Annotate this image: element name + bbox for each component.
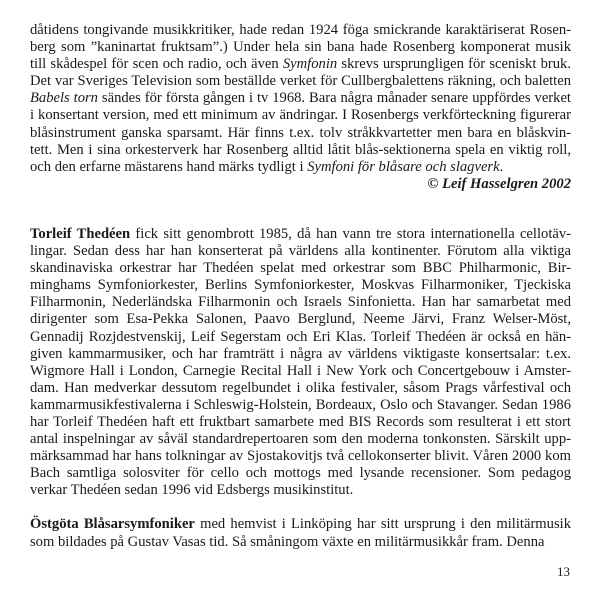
section-spacer	[30, 193, 571, 226]
text-line: i konsertant version, med ett minimum av ändringar. I Rosenbergs verkförteckning figurerar	[30, 107, 571, 124]
section-spacer	[30, 499, 571, 516]
text-line: dirigenter som Esa-Pekka Salonen, Paavo Berglund, Neeme Järvi, Franz Welser-Möst,	[30, 311, 571, 328]
text-line: tett. Men i sina orkesterverk har Rosenberg alltid låtit blås-sektionerna spela en viktig roll,	[30, 141, 571, 158]
text-line: Wigmore Hall i London, Carnegie Recital Hall i New York och Concertgebouw i Amster-	[30, 362, 571, 379]
paragraph-ostgota-bio	[30, 516, 571, 550]
text-line: kammarmusikfestivalerna i Schleswig-Holstein, Bordeaux, Oslo och Stavanger. Sedan 1986	[30, 396, 571, 413]
text-line: Gennadij Rozjdestvenskij, Leif Segerstam och Eri Klas. Torleif Thedéen är också en hän-	[30, 328, 571, 345]
italic-title: Symfoni för blåsare och slagverk	[307, 158, 500, 175]
text-line: har Torleif Thedéen haft ett fruktbart samarbete med BIS Records som resulterat i ett stort	[30, 413, 571, 430]
text-line: verkar Thedéen sedan 1996 vid Edsbergs musikinstitut.	[30, 482, 354, 499]
italic-title: Symfonin	[282, 56, 338, 73]
page-number: 13	[557, 564, 570, 579]
text-line: skandinaviska orkestrar har Thedéen spelat med orkestrar som BBC Philharmonic, Bir-	[30, 260, 571, 277]
copyright-signature: © Leif Hasselgren 2002	[427, 175, 571, 192]
text-line: till skådespel för scen och radio, och även Symfonin skrevs ursprungligen för sceniskt bruk.	[30, 56, 571, 73]
text-line: Torleif Thedéen fick sitt genombrott 1985, då han vann tre stora internationella cellotäv-	[30, 225, 572, 242]
bold-name: Torleif Thedéen	[30, 225, 131, 242]
text-line: berg som ”kaninartat fruktsam”.) Under hela sin bana hade Rosenberg komponerat musik	[30, 39, 571, 56]
text-line: Filharmonin, Nederländska Filharmonin och Israels Sinfonietta. Han har samarbetat med	[30, 294, 571, 311]
paragraph-rosenberg	[30, 22, 571, 176]
text-line: Babels torn sändes för första gången i tv 1968. Bara några månader senare uppfördes verket	[30, 90, 571, 107]
paragraph-thedeen-bio	[30, 226, 571, 500]
text-line: Det var Sveriges Television som beställde verket för Cullbergbalettens räkning, och baletten	[30, 73, 571, 90]
document-page	[30, 22, 571, 551]
text-line: dåtidens tongivande musikkritiker, hade redan 1924 föga smickrande karaktäriserat Rosen-	[30, 22, 571, 38]
text-line: minghams Symfoniorkester, Berlins Symfoniorkester, Moskvas Filharmoniker, Tjeckiska	[30, 277, 571, 294]
italic-title: Babels torn	[30, 90, 98, 107]
text-line: given kammarmusiker, och har framträtt i några av världens viktigaste konsertsalar: t.ex.	[30, 345, 571, 362]
text-line: som bildades på Gustav Vasas tid. Så småningom växte en militärmusikkår fram. Denna	[30, 533, 545, 550]
text-line: blåsinstrument ganska sparsamt. Här finns t.ex. tolv stråkkvartetter men bara en blåskvin-	[30, 124, 571, 141]
text-line: antal inspelningar av såväl standardrepertoaren som den moderna tonkonsten. Särskilt upp-	[30, 431, 571, 448]
text-line: och den erfarne mästarens hand märks tydligt i Symfoni för blåsare och slagverk.	[30, 158, 504, 175]
text-line: dam. Han medverkar dessutom regelbundet i olika festivaler, såsom Prags vårfestival och	[30, 379, 571, 396]
text-line: märksammad har hans tolkningar av Sjostakovitjs två cellokonserter blivit. Våren 2000 kom	[30, 448, 571, 465]
text-line: Östgöta Blåsarsymfoniker med hemvist i Linköping har sitt ursprung i den militärmusik	[30, 516, 571, 533]
bold-name: Östgöta Blåsarsymfoniker	[30, 516, 195, 533]
text-line: Bach samtliga solosviter för cello och mottogs med lysande recensioner. Som pedagog	[30, 465, 571, 482]
text-line: lingar. Sedan dess har han konserterat på världens alla kontinenter. Förutom alla viktiga	[30, 243, 571, 260]
